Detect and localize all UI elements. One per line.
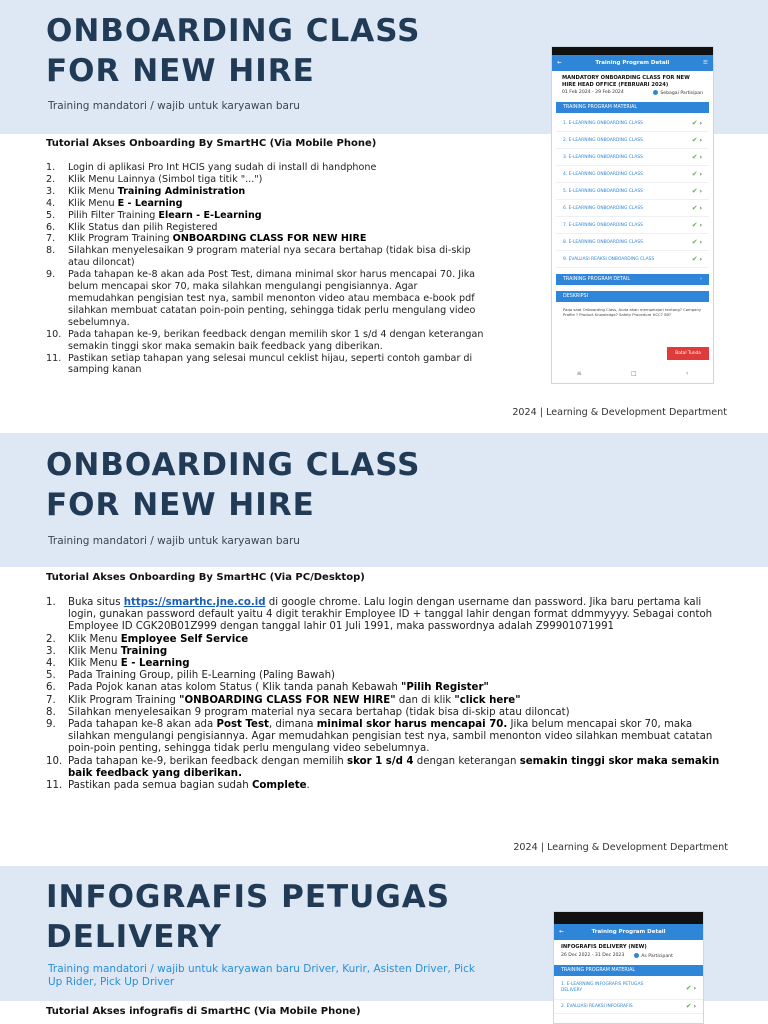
- chevron-right-icon: ›: [699, 137, 702, 144]
- back-arrow-icon: ←: [559, 929, 564, 935]
- list-item: 9. Pada tahapan ke-8 akan ada Post Test, dimana minimal skor harus mencapai 70. Jika belum mencapai skor 70, maka silahkan mengulangi pengisiannya. Agar memudahkan pengisian test nya, sambil menonton video silahkan membuat catatan poin-poin penting, sehingga tidak perlu mengulang video sebelumnya.: [46, 719, 713, 755]
- phone-desc-header: DESKRIPSI: [556, 291, 709, 302]
- page3-title-line2: DELIVERY: [46, 919, 222, 955]
- list-item: 1. Login di aplikasi Pro Int HCIS yang sudah di install di handphone: [46, 162, 377, 173]
- phone-status-bar: [554, 912, 703, 924]
- chevron-right-icon: ›: [699, 120, 702, 127]
- list-item: 7. Klik Program Training ONBOARDING CLASS FOR NEW HIRE: [46, 233, 367, 245]
- list-item: 2. Klik Menu Employee Self Service: [46, 633, 249, 645]
- list-item: 5. E-LEARNING ONBOARDING CLASS ✔ ›: [556, 183, 709, 200]
- phone-app-bar: [554, 924, 703, 940]
- page1-subtitle: Training mandatori / wajib untuk karyawan baru: [48, 100, 300, 112]
- phone-program-dates: 01 Feb 2024 - 29 Feb 2024 Sebagai Partisipan: [562, 90, 703, 96]
- list-item: 6. Klik Status dan pilih Registered: [46, 221, 218, 233]
- list-item: 7. E-LEARNING ONBOARDING CLASS ✔ ›: [556, 217, 709, 234]
- check-icon: ✔: [691, 221, 698, 229]
- check-icon: ✔: [691, 204, 698, 212]
- chevron-right-icon: ›: [693, 1003, 696, 1010]
- chevron-right-icon: ›: [699, 239, 702, 246]
- list-item: 10. Pada tahapan ke-9, berikan feedback dengan memilih skor 1 s/d 4 dengan keterangan semakin tinggi skor maka semakin baik feedback yang diberikan.: [46, 328, 484, 352]
- chevron-right-icon: ›: [699, 188, 702, 195]
- batal-tunda-button: Batal Tunda: [667, 347, 709, 360]
- list-item: 6. Pada Pojok kanan atas kolom Status ( Klik tanda panah Kebawah "Pilih Register": [46, 682, 489, 694]
- check-icon: ✔: [691, 119, 698, 127]
- list-item: 9. EVALUASI REAKSI ONBOARDING CLASS ✔ ›: [556, 251, 709, 268]
- chevron-right-icon: ›: [699, 222, 702, 229]
- check-icon: ✔: [685, 1002, 692, 1010]
- phone-material-header: TRAINING PROGRAM MATERIAL: [556, 102, 709, 113]
- page1-title-line2: FOR NEW HIRE: [46, 53, 315, 89]
- phone-material-header: TRAINING PROGRAM MATERIAL: [554, 965, 703, 976]
- list-item: 4. Klik Menu E - Learning: [46, 658, 190, 670]
- phone-app-bar: [552, 55, 713, 71]
- check-icon: ✔: [691, 187, 698, 195]
- list-item: 4. Klik Menu E - Learning: [46, 197, 183, 209]
- list-item: 1. E-LEARNING INFOGRAFIS PETUGAS DELIVERY ✔ ›: [554, 978, 703, 1000]
- page3-tutorial-heading: Tutorial Akses infografis di SmartHC (Via Mobile Phone): [46, 1006, 361, 1017]
- page2-title-line2: FOR NEW HIRE: [46, 487, 315, 523]
- list-item: 8. E-LEARNING ONBOARDING CLASS ✔ ›: [556, 234, 709, 251]
- page3-phone-screenshot: [553, 911, 704, 1024]
- list-item: 4. E-LEARNING ONBOARDING CLASS ✔ ›: [556, 166, 709, 183]
- chevron-right-icon: ›: [693, 985, 696, 992]
- phone-detail-header: TRAINING PROGRAM DETAIL ›: [556, 274, 709, 285]
- check-icon: ✔: [691, 255, 698, 263]
- chevron-right-icon: ›: [699, 154, 702, 161]
- list-item: 11. Pastikan pada semua bagian sudah Complete.: [46, 780, 310, 792]
- phone-nav-bar: [552, 370, 713, 377]
- page3-title-line1: INFOGRAFIS PETUGAS: [46, 879, 451, 915]
- list-item: 8. Silahkan menyelesaikan 9 program material nya secara bertahap (tidak bisa di-skip atau diloncat): [46, 706, 570, 718]
- back-icon: ‹: [685, 370, 689, 377]
- chevron-right-icon: ›: [700, 277, 702, 282]
- page1-steps-list: [46, 162, 486, 376]
- check-icon: ✔: [691, 153, 698, 161]
- list-item: 2. EVALUASI REAKSI INFOGRAFIS ✔ ›: [554, 1000, 703, 1014]
- phone-program-title: INFOGRAFIS DELIVERY (NEW): [561, 944, 647, 950]
- recent-apps-icon: ≡: [576, 370, 582, 377]
- phone-status-bar: [552, 47, 713, 55]
- back-arrow-icon: ←: [557, 60, 562, 66]
- list-item: 10. Pada tahapan ke-9, berikan feedback dengan memilih skor 1 s/d 4 dengan keterangan semakin tinggi skor maka semakin baik feedback yang diberikan.: [46, 755, 720, 779]
- list-item: 7. Klik Program Training "ONBOARDING CLASS FOR NEW HIRE" dan di klik "click here": [46, 694, 521, 706]
- phone-program-dates: 26 Dec 2022 - 31 Dec 2023 As Participant: [561, 952, 673, 959]
- page1-footer: 2024 | Learning & Development Department: [512, 407, 727, 418]
- phone-desc-text: Pada saat Onboarding Class, Anda akan mempelajari tentang? Company Profile ? Product Knowledge? Safety Procedure HCC? SB?: [563, 307, 702, 317]
- list-item: 2. E-LEARNING ONBOARDING CLASS ✔ ›: [556, 132, 709, 149]
- phone-header-title: Training Program Detail: [595, 60, 670, 66]
- list-item: 3. E-LEARNING ONBOARDING CLASS ✔ ›: [556, 149, 709, 166]
- list-item: 3. Klik Menu Training: [46, 645, 168, 657]
- smarthc-link[interactable]: https://smarthc.jne.co.id: [123, 597, 266, 608]
- list-item: 3. Klik Menu Training Administration: [46, 185, 246, 197]
- list-item: 1. Buka situs https://smarthc.jne.co.id di google chrome. Lalu login dengan username dan password. Jika baru pertama kali login, gunakan password default yaitu 4 digit terakhir Employee ID + tanggal lahir dengan format ddmmyyyy. Sebagai contoh Employee ID CGK20B01Z999 dengan tanggal lahir 01 Juli 1991, maka passwordnya adalah Z99901071991: [46, 597, 713, 633]
- page3-subtitle: Training mandatori / wajib untuk karyawan baru Driver, Kurir, Asisten Driver, Pick Up Rider, Pick Up Driver: [48, 963, 475, 988]
- list-item: 6. E-LEARNING ONBOARDING CLASS ✔ ›: [556, 200, 709, 217]
- phone-header-title: Training Program Detail: [591, 929, 666, 935]
- list-item: 5. Pada Training Group, pilih E-Learning (Paling Bawah): [46, 670, 335, 682]
- check-icon: ✔: [685, 984, 692, 992]
- list-item: 2. Klik Menu Lainnya (Simbol tiga titik "..."): [46, 173, 263, 185]
- chevron-right-icon: ›: [699, 171, 702, 178]
- list-item: 5. Pilih Filter Training Elearn - E-Learning: [46, 209, 262, 221]
- chevron-right-icon: ›: [699, 205, 702, 212]
- check-icon: ✔: [691, 136, 698, 144]
- check-icon: ✔: [691, 238, 698, 246]
- page2-footer: 2024 | Learning & Development Department: [513, 842, 728, 853]
- check-icon: ✔: [691, 170, 698, 178]
- list-item: 8. Silahkan menyelesaikan 9 program material nya secara bertahap (tidak bisa di-skip atau diloncat): [46, 245, 471, 269]
- info-dot-icon: [634, 953, 639, 958]
- page2-title-line1: ONBOARDING CLASS: [46, 447, 421, 483]
- page1-phone-screenshot: [551, 46, 714, 384]
- list-item: 1. E-LEARNING ONBOARDING CLASS ✔ ›: [556, 115, 709, 132]
- page1-title-line1: ONBOARDING CLASS: [46, 13, 421, 49]
- menu-icon: ☰: [703, 60, 708, 66]
- list-item: 9. Pada tahapan ke-8 akan ada Post Test, dimana minimal skor harus mencapai 70. Jika belum mencapai skor 70, maka silahkan mengulangi pengisiannya. Agar memudahkan pengisian test nya, sambil menonton video atau membaca e-book pdf silahkan membuat catatan poin-poin penting, sehingga tidak perlu mengulang video sebelumnya.: [46, 269, 476, 328]
- home-icon: □: [630, 370, 637, 377]
- page2-tutorial-heading: Tutorial Akses Onboarding By SmartHC (Via PC/Desktop): [46, 572, 365, 583]
- page2-steps-list: [46, 597, 721, 792]
- page2-subtitle: Training mandatori / wajib untuk karyawan baru: [48, 535, 300, 547]
- info-dot-icon: [653, 90, 658, 95]
- chevron-right-icon: ›: [699, 256, 702, 263]
- page1-tutorial-heading: Tutorial Akses Onboarding By SmartHC (Via Mobile Phone): [46, 138, 377, 149]
- phone-program-title: MANDATORY ONBOARDING CLASS FOR NEW HIRE HEAD OFFICE (FEBRUARI 2024): [562, 75, 690, 88]
- list-item: 11. Pastikan setiap tahapan yang selesai muncul ceklist hijau, seperti contoh gambar di samping kanan: [46, 352, 473, 376]
